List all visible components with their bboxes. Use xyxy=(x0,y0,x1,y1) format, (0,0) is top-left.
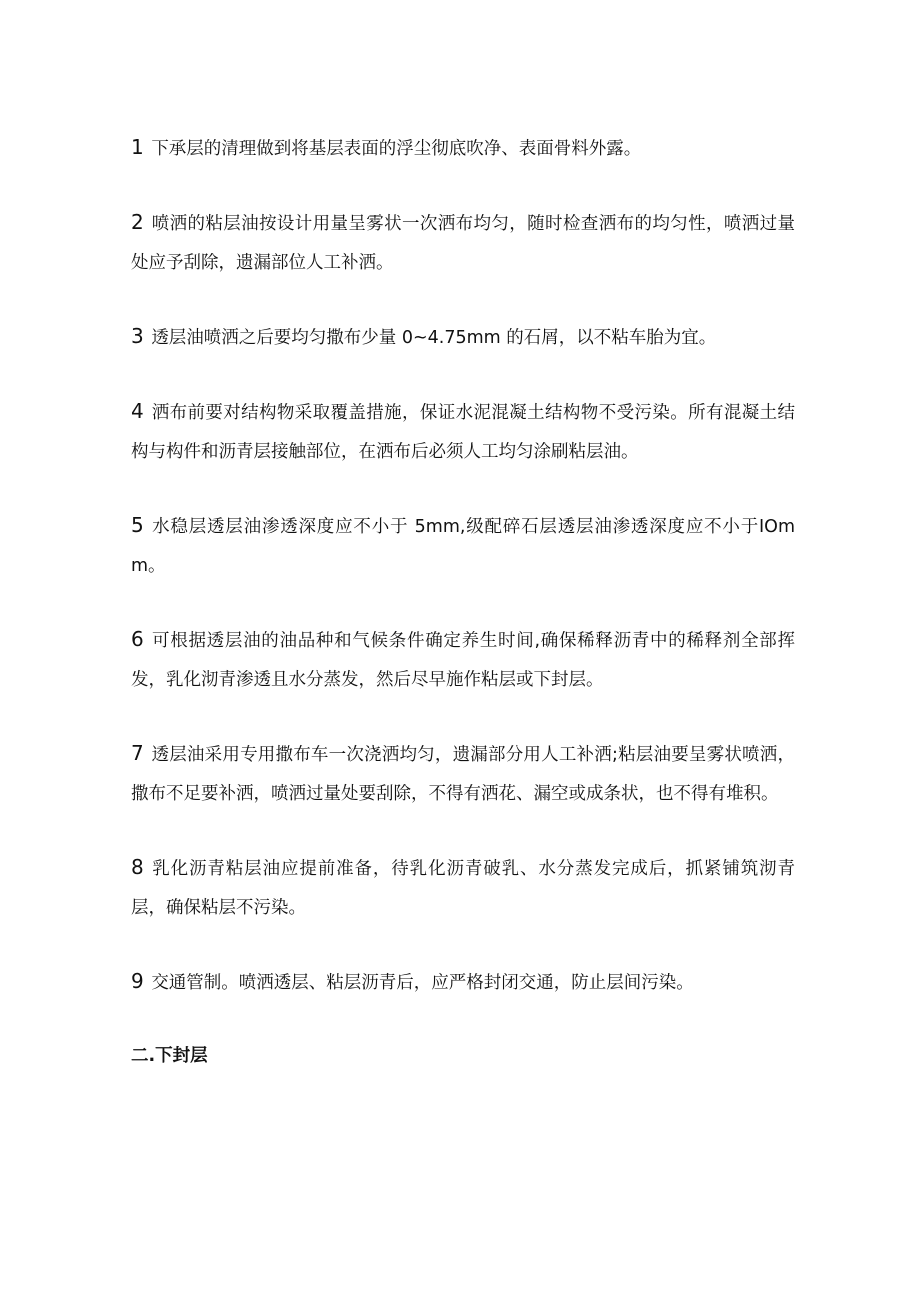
paragraph-text: 透层油喷洒之后要均匀撒布少量 0~4.75mm 的石屑，以不粘车胎为宜。 xyxy=(151,328,717,348)
paragraph-1 xyxy=(131,128,795,169)
paragraph-text: 水稳层透层油渗透深度应不小于 5mm,级配碎石层透层油渗透深度应不小于IOmm。 xyxy=(131,517,795,576)
paragraph-text: 透层油采用专用撒布车一次浇洒均匀，遗漏部分用人工补洒;粘层油要呈雾状喷洒，撒布不足要补洒，喷洒过量处要刮除，不得有洒花、漏空或成条状，也不得有堆积。 xyxy=(131,745,795,804)
paragraph-6 xyxy=(131,620,795,700)
paragraph-3 xyxy=(131,317,795,358)
section-heading: 二.下封层 xyxy=(131,1046,208,1066)
paragraph-text: 下承层的清理做到将基层表面的浮尘彻底吹净、表面骨料外露。 xyxy=(151,139,642,159)
paragraph-number: 8 xyxy=(131,855,144,879)
paragraph-number: 6 xyxy=(131,627,144,651)
paragraph-number: 3 xyxy=(131,324,144,348)
paragraph-number: 2 xyxy=(131,210,144,234)
paragraph-number: 5 xyxy=(131,513,144,537)
paragraph-number: 7 xyxy=(131,741,144,765)
paragraph-7 xyxy=(131,734,795,814)
paragraph-8 xyxy=(131,848,795,928)
paragraph-text: 洒布前要对结构物采取覆盖措施，保证水泥混凝土结构物不受污染。所有混凝土结构与构件和沥青层接触部位，在洒布后必须人工均匀涂刷粘层油。 xyxy=(131,403,795,462)
document-body xyxy=(131,128,795,1076)
paragraph-text: 喷洒的粘层油按设计用量呈雾状一次洒布均匀，随时检查洒布的均匀性，喷洒过量处应予刮除，遗漏部位人工补洒。 xyxy=(131,214,795,273)
paragraph-9 xyxy=(131,962,795,1003)
paragraph-number: 1 xyxy=(131,135,144,159)
paragraph-text: 乳化沥青粘层油应提前准备，待乳化沥青破乳、水分蒸发完成后，抓紧铺筑沏青层，确保粘层不污染。 xyxy=(131,859,795,918)
paragraph-text: 可根据透层油的油品种和气候条件确定养生时间,确保稀释沥青中的稀释剂全部挥发，乳化沏青渗透且水分蒸发，然后尽早施作粘层或下封层。 xyxy=(131,631,795,690)
paragraph-number: 4 xyxy=(131,399,144,423)
paragraph-number: 9 xyxy=(131,969,144,993)
paragraph-4 xyxy=(131,392,795,472)
paragraph-5 xyxy=(131,506,795,586)
paragraph-text: 交通管制。喷洒透层、粘层沥青后，应严格封闭交通，防止层间污染。 xyxy=(151,973,694,993)
paragraph-2 xyxy=(131,203,795,283)
